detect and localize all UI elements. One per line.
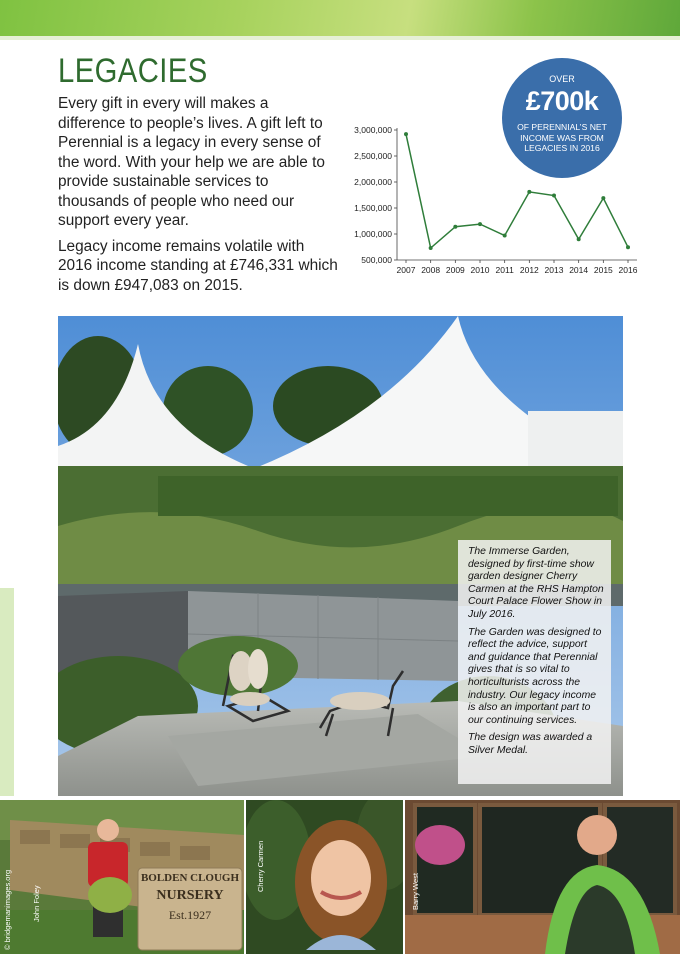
john-foley-photo (0, 800, 244, 954)
legacy-income-line-chart (340, 122, 645, 294)
badge-amount: £700k (525, 86, 599, 116)
caption-paragraph-1: The Immerse Garden, designed by first-time show garden designer Cherry Carmen at the RHS Hampton Court Palace Flower Show in July 2016. (468, 546, 604, 620)
x-tick-label: 2007 (396, 265, 416, 275)
x-tick-label: 2016 (618, 265, 638, 275)
x-tick-label: 2012 (519, 265, 539, 275)
data-point-2007 (404, 132, 408, 136)
caption-paragraph-3: The design was awarded a Silver Medal. (468, 732, 593, 756)
y-tick-label: 500,000 (361, 255, 392, 265)
x-tick-label: 2015 (593, 265, 613, 275)
side-accent-bar (0, 588, 14, 796)
data-point-2013 (552, 194, 556, 198)
photo-label-cherry-carmen: Cherry Carmen (256, 840, 265, 892)
nursery-sign-line-3: Est.1927 (168, 908, 212, 922)
nursery-sign-line-2: NURSERY (156, 888, 224, 903)
photo-label-john-foley: John Foley (32, 885, 41, 922)
x-tick-label: 2011 (495, 265, 514, 275)
x-tick-label: 2014 (569, 265, 589, 275)
nursery-sign-line-1: BOLDEN CLOUGH (140, 872, 240, 884)
data-point-2010 (478, 222, 482, 226)
photo-label-barry-west: Barry West (411, 873, 420, 910)
x-tick-label: 2013 (544, 265, 564, 275)
data-point-2014 (577, 237, 581, 241)
data-point-2015 (601, 196, 605, 200)
y-tick-label: 3,000,000 (354, 125, 392, 135)
nursery-sign (140, 872, 240, 923)
page-title: LEGACIES (58, 52, 208, 90)
cherry-carmen-photo (246, 800, 403, 954)
data-point-2016 (626, 245, 630, 249)
caption-paragraph-2: The Garden was designed to reflect the advice, support and guidance that Perennial gives that is so vital to horticulturists across the industry. Our legacy income is also an important part to our continuing services. (468, 626, 602, 726)
data-point-2009 (453, 225, 457, 229)
intro-text (58, 94, 338, 301)
badge-description: OF PERENNIAL’S NET INCOME WAS FROM LEGACIES IN 2016 (517, 122, 607, 153)
x-tick-label: 2009 (445, 265, 465, 275)
x-tick-label: 2010 (470, 265, 490, 275)
x-tick-label: 2008 (421, 265, 441, 275)
intro-paragraph-2: Legacy income remains volatile with 2016 income standing at £746,331 which is down £947,083 on 2015. (58, 237, 338, 294)
top-decorative-band (0, 0, 680, 40)
data-point-2012 (527, 190, 531, 194)
y-tick-label: 1,000,000 (354, 229, 392, 239)
y-tick-label: 2,000,000 (354, 177, 392, 187)
photo-credit: © bridgemanimages.org (3, 869, 12, 950)
data-point-2008 (429, 246, 433, 250)
badge-over-label: OVER (549, 74, 575, 84)
garden-caption (458, 540, 611, 784)
y-tick-label: 2,500,000 (354, 151, 392, 161)
series-line (406, 134, 628, 248)
intro-paragraph-1: Every gift in every will makes a difference to people’s lives. A gift left to Perennial is a legacy in every sense of the word. With your help we are able to provide sustainable services to thousands of people who need our support every year. (58, 95, 325, 229)
barry-west-photo (405, 800, 680, 954)
data-point-2011 (503, 234, 507, 238)
y-tick-label: 1,500,000 (354, 203, 392, 213)
